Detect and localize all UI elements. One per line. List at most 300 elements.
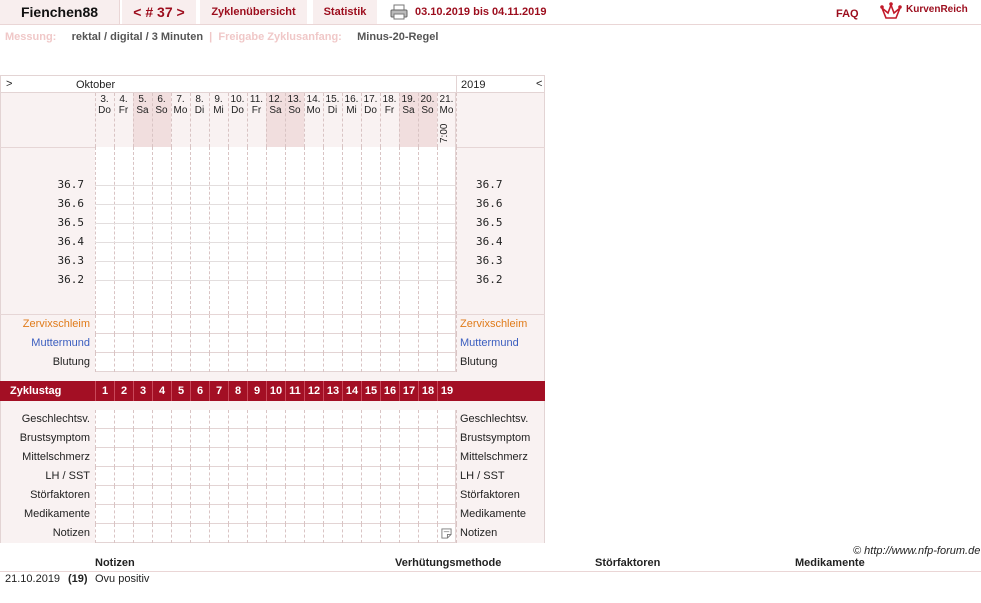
grid-column-line bbox=[285, 486, 286, 505]
weekday-label: Fr bbox=[251, 104, 262, 116]
grid-column-line bbox=[456, 315, 457, 334]
grid-column-line bbox=[418, 334, 419, 353]
day-number: 16. bbox=[344, 94, 359, 105]
temperature-label-left: 36.7 bbox=[57, 178, 84, 191]
grid-column-line bbox=[152, 448, 153, 467]
weekday-label: Di bbox=[327, 104, 338, 116]
grid-column-line bbox=[266, 353, 267, 372]
grid-column-line bbox=[437, 524, 438, 543]
grid-column-line bbox=[285, 93, 286, 147]
grid-column-line bbox=[399, 524, 400, 543]
row-label-left: Brustsymptom bbox=[19, 432, 90, 444]
day-number: 4. bbox=[119, 94, 128, 105]
grid-column-line bbox=[285, 147, 286, 314]
day-header-cell[interactable] bbox=[380, 93, 399, 147]
temperature-gridline bbox=[95, 223, 455, 224]
weekday-label: So bbox=[155, 104, 168, 116]
faq-link[interactable]: FAQ bbox=[836, 8, 859, 20]
grid-column-line bbox=[285, 410, 286, 429]
grid-column-line bbox=[209, 486, 210, 505]
day-number: 7. bbox=[176, 94, 185, 105]
grid-column-line bbox=[266, 486, 267, 505]
copyright[interactable]: © http://www.nfp-forum.de bbox=[853, 545, 981, 557]
grid-column-line bbox=[342, 524, 343, 543]
day-header-cell[interactable] bbox=[285, 93, 304, 147]
observation-cells[interactable] bbox=[95, 429, 455, 448]
weekday-label: Do bbox=[231, 104, 244, 116]
cycle-day-number: 12 bbox=[304, 381, 323, 401]
grid-column-line bbox=[247, 467, 248, 486]
cycle-day-number: 18 bbox=[418, 381, 437, 401]
grid-column-line bbox=[133, 448, 134, 467]
observation-cells[interactable] bbox=[95, 486, 455, 505]
measure-label: Messung: bbox=[5, 31, 57, 43]
observation-row bbox=[0, 448, 545, 467]
grid-column-line bbox=[304, 429, 305, 448]
grid-column-line bbox=[133, 524, 134, 543]
grid-column-line bbox=[152, 429, 153, 448]
grid-column-line bbox=[456, 147, 457, 314]
grid-column-line bbox=[266, 410, 267, 429]
grid-column-line bbox=[152, 486, 153, 505]
day-number: 12. bbox=[268, 94, 283, 105]
row-label-right: Notizen bbox=[460, 527, 498, 539]
col-medication: Medikamente bbox=[795, 557, 865, 569]
grid-column-line bbox=[190, 147, 191, 314]
temperature-label-right: 36.5 bbox=[476, 216, 503, 229]
grid-column-line bbox=[95, 448, 96, 467]
grid-column-line bbox=[399, 315, 400, 334]
row-label-right: Geschlechtsv. bbox=[460, 413, 529, 425]
grid-column-line bbox=[342, 334, 343, 353]
grid-column-line bbox=[380, 467, 381, 486]
weekday-label: So bbox=[421, 104, 434, 116]
day-header-cell[interactable] bbox=[95, 93, 114, 147]
day-header bbox=[95, 93, 455, 147]
weekday-label: Do bbox=[364, 104, 377, 116]
grid-column-line bbox=[171, 315, 172, 334]
grid-column-line bbox=[114, 410, 115, 429]
grid-column-line bbox=[361, 147, 362, 314]
grid-column-line bbox=[418, 448, 419, 467]
grid-column-line bbox=[342, 448, 343, 467]
cycle-day-number: 1 bbox=[95, 381, 114, 401]
day-number: 3. bbox=[100, 94, 109, 105]
observation-cells[interactable] bbox=[95, 334, 455, 353]
col-method: Verhütungsmethode bbox=[395, 557, 502, 569]
grid-column-line bbox=[209, 410, 210, 429]
grid-column-line bbox=[114, 353, 115, 372]
grid-column-line bbox=[399, 505, 400, 524]
day-number: 13. bbox=[287, 94, 302, 105]
grid-column-line bbox=[304, 524, 305, 543]
grid-column-line bbox=[95, 467, 96, 486]
grid-column-line bbox=[304, 93, 305, 147]
grid-column-line bbox=[152, 524, 153, 543]
observation-cells[interactable] bbox=[95, 524, 455, 543]
grid-column-line bbox=[456, 334, 457, 353]
grid-column-line bbox=[152, 93, 153, 147]
grid-column-line bbox=[247, 410, 248, 429]
grid-column-line bbox=[456, 93, 457, 147]
day-header-cell[interactable] bbox=[209, 93, 228, 147]
note-text: Ovu positiv bbox=[95, 573, 150, 585]
grid-column-line bbox=[437, 147, 438, 314]
observation-cells[interactable] bbox=[95, 315, 455, 334]
weekday-label: Do bbox=[98, 104, 111, 116]
grid-column-line bbox=[323, 410, 324, 429]
grid-column-line bbox=[190, 524, 191, 543]
grid-column-line bbox=[247, 334, 248, 353]
measure-value: rektal / digital / 3 Minuten bbox=[71, 31, 204, 43]
day-header-cell[interactable] bbox=[266, 93, 285, 147]
cycle-day-number: 15 bbox=[361, 381, 380, 401]
grid-column-line bbox=[228, 505, 229, 524]
grid-column-line bbox=[171, 486, 172, 505]
grid-column-line bbox=[399, 448, 400, 467]
grid-column-line bbox=[418, 467, 419, 486]
grid-column-line bbox=[418, 486, 419, 505]
day-header-cell[interactable] bbox=[171, 93, 190, 147]
day-number: 6. bbox=[157, 94, 166, 105]
temperature-label-right: 36.4 bbox=[476, 235, 503, 248]
month-label: Oktober bbox=[76, 79, 116, 91]
day-header-cell[interactable] bbox=[437, 93, 456, 147]
day-header-cell[interactable] bbox=[361, 93, 380, 147]
grid-column-line bbox=[399, 353, 400, 372]
temperature-label-left: 36.3 bbox=[57, 254, 84, 267]
grid-column-line bbox=[228, 147, 229, 314]
row-label-left: Notizen bbox=[52, 527, 90, 539]
grid-column-line bbox=[171, 505, 172, 524]
release-label: Freigabe Zyklusanfang: bbox=[218, 31, 342, 43]
grid-column-line bbox=[266, 524, 267, 543]
grid-column-line bbox=[456, 448, 457, 467]
grid-column-line bbox=[133, 334, 134, 353]
row-label-left: Störfaktoren bbox=[30, 489, 90, 501]
day-header-cell[interactable] bbox=[228, 93, 247, 147]
grid-column-line bbox=[380, 147, 381, 314]
col-disturbances: Störfaktoren bbox=[595, 557, 661, 569]
grid-column-line bbox=[247, 315, 248, 334]
day-header-cell[interactable] bbox=[304, 93, 323, 147]
row-label-left: Blutung bbox=[52, 356, 90, 368]
grid-column-line bbox=[418, 93, 419, 147]
grid-column-line bbox=[285, 448, 286, 467]
grid-column-line bbox=[266, 334, 267, 353]
day-number: 5. bbox=[138, 94, 147, 105]
grid-column-line bbox=[304, 467, 305, 486]
weekday-label: Mo bbox=[439, 104, 454, 116]
weekday-label: Fr bbox=[118, 104, 129, 116]
grid-column-line bbox=[190, 315, 191, 334]
grid-column-line bbox=[437, 505, 438, 524]
grid-column-line bbox=[133, 93, 134, 147]
grid-column-line bbox=[437, 353, 438, 372]
measure-time: 7:00 bbox=[439, 123, 450, 143]
grid-column-line bbox=[399, 486, 400, 505]
grid-column-line bbox=[418, 505, 419, 524]
temperature-label-right: 36.3 bbox=[476, 254, 503, 267]
brand-name[interactable]: KurvenReich bbox=[906, 4, 968, 15]
temperature-label-right: 36.7 bbox=[476, 178, 503, 191]
temperature-gridline bbox=[95, 204, 455, 205]
grid-column-line bbox=[152, 147, 153, 314]
cycle-nav[interactable]: < # 37 > bbox=[122, 0, 196, 24]
grid-column-line bbox=[228, 467, 229, 486]
day-number: 14. bbox=[306, 94, 321, 105]
cycle-day-number: 2 bbox=[114, 381, 133, 401]
cycle-day-number: 9 bbox=[247, 381, 266, 401]
observation-row bbox=[0, 467, 545, 486]
grid-column-line bbox=[342, 429, 343, 448]
nav-prev-button[interactable]: < bbox=[536, 78, 543, 90]
day-header-cell[interactable] bbox=[418, 93, 437, 147]
grid-column-line bbox=[304, 315, 305, 334]
day-header-cell[interactable] bbox=[114, 93, 133, 147]
grid-column-line bbox=[456, 429, 457, 448]
grid-column-line bbox=[171, 429, 172, 448]
day-number: 18. bbox=[382, 94, 397, 105]
grid-column-line bbox=[247, 353, 248, 372]
grid-column-line bbox=[323, 524, 324, 543]
grid-column-line bbox=[133, 505, 134, 524]
grid-column-line bbox=[95, 486, 96, 505]
weekday-label: Mo bbox=[173, 104, 188, 116]
temperature-label-left: 36.2 bbox=[57, 273, 84, 286]
grid-column-line bbox=[380, 486, 381, 505]
day-header-cell[interactable] bbox=[190, 93, 209, 147]
grid-column-line bbox=[380, 315, 381, 334]
grid-column-line bbox=[209, 93, 210, 147]
cycle-day-number: 11 bbox=[285, 381, 304, 401]
grid-column-line bbox=[285, 505, 286, 524]
grid-column-line bbox=[190, 334, 191, 353]
grid-column-line bbox=[247, 448, 248, 467]
grid-column-line bbox=[114, 334, 115, 353]
day-header-cell[interactable] bbox=[152, 93, 171, 147]
grid-column-line bbox=[437, 429, 438, 448]
grid-column-line bbox=[209, 524, 210, 543]
row-label-left: Geschlechtsv. bbox=[21, 413, 90, 425]
grid-column-line bbox=[456, 505, 457, 524]
grid-column-line bbox=[399, 429, 400, 448]
grid-column-line bbox=[304, 486, 305, 505]
grid-column-line bbox=[304, 353, 305, 372]
row-label-right: Mittelschmerz bbox=[460, 451, 528, 463]
grid-column-line bbox=[209, 147, 210, 314]
grid-column-line bbox=[323, 486, 324, 505]
observation-row bbox=[0, 334, 545, 353]
grid-column-line bbox=[285, 467, 286, 486]
cycle-day-number: 5 bbox=[171, 381, 190, 401]
row-label-right: Blutung bbox=[460, 356, 498, 368]
grid-column-line bbox=[247, 505, 248, 524]
grid-column-line bbox=[323, 429, 324, 448]
observation-row bbox=[0, 315, 545, 334]
grid-column-line bbox=[399, 410, 400, 429]
grid-column-line bbox=[399, 334, 400, 353]
observation-cells[interactable] bbox=[95, 467, 455, 486]
day-header-cell[interactable] bbox=[247, 93, 266, 147]
grid-column-line bbox=[418, 429, 419, 448]
grid-column-line bbox=[209, 353, 210, 372]
grid-column-line bbox=[361, 410, 362, 429]
row-label-right: LH / SST bbox=[460, 470, 505, 482]
grid-column-line bbox=[399, 467, 400, 486]
temperature-gridline bbox=[95, 280, 455, 281]
row-label-right: Zervixschleim bbox=[460, 318, 528, 330]
grid-column-line bbox=[418, 524, 419, 543]
grid-column-line bbox=[114, 93, 115, 147]
grid-column-line bbox=[380, 524, 381, 543]
cycle-day-label: Zyklustag bbox=[10, 385, 62, 397]
header-divider bbox=[0, 24, 981, 25]
grid-column-line bbox=[361, 505, 362, 524]
grid-column-line bbox=[418, 353, 419, 372]
grid-column-line bbox=[190, 448, 191, 467]
grid-column-line bbox=[361, 448, 362, 467]
grid-column-line bbox=[342, 353, 343, 372]
observation-row bbox=[0, 505, 545, 524]
grid-column-line bbox=[285, 353, 286, 372]
row-label-left: Mittelschmerz bbox=[22, 451, 90, 463]
grid-column-line bbox=[418, 147, 419, 314]
row-label-right: Brustsymptom bbox=[460, 432, 531, 444]
day-number: 11. bbox=[249, 94, 264, 105]
grid-column-line bbox=[95, 315, 96, 334]
observation-row bbox=[0, 524, 545, 543]
grid-column-line bbox=[247, 147, 248, 314]
printer-icon[interactable] bbox=[390, 4, 408, 20]
note-cycle-day: (19) bbox=[68, 573, 88, 585]
grid-column-line bbox=[190, 410, 191, 429]
observation-row bbox=[0, 486, 545, 505]
grid-column-line bbox=[342, 147, 343, 314]
grid-column-line bbox=[323, 334, 324, 353]
grid-column-line bbox=[456, 524, 457, 543]
grid-column-line bbox=[456, 353, 457, 372]
grid-column-line bbox=[114, 486, 115, 505]
temperature-label-left: 36.6 bbox=[57, 197, 84, 210]
grid-column-line bbox=[304, 334, 305, 353]
grid-column-line bbox=[323, 315, 324, 334]
grid-column-line bbox=[304, 505, 305, 524]
temperature-grid[interactable] bbox=[95, 147, 455, 314]
observation-cells[interactable] bbox=[95, 353, 455, 372]
grid-column-line bbox=[437, 486, 438, 505]
grid-column-line bbox=[228, 429, 229, 448]
grid-column-line bbox=[228, 93, 229, 147]
row-label-left: Medikamente bbox=[23, 508, 90, 520]
grid-column-line bbox=[152, 467, 153, 486]
grid-column-line bbox=[266, 467, 267, 486]
grid-column-line bbox=[304, 410, 305, 429]
grid-column-line bbox=[133, 429, 134, 448]
grid-column-line bbox=[247, 524, 248, 543]
grid-column-line bbox=[456, 486, 457, 505]
grid-column-line bbox=[95, 93, 96, 147]
day-header-cell[interactable] bbox=[342, 93, 361, 147]
row-label-left: Zervixschleim bbox=[22, 318, 90, 330]
grid-column-line bbox=[133, 315, 134, 334]
day-number: 8. bbox=[195, 94, 204, 105]
observation-cells[interactable] bbox=[95, 505, 455, 524]
day-header-cell[interactable] bbox=[399, 93, 418, 147]
grid-column-line bbox=[380, 429, 381, 448]
grid-column-line bbox=[114, 147, 115, 314]
tab-statistics[interactable]: Statistik bbox=[313, 0, 377, 24]
observation-cells[interactable] bbox=[95, 448, 455, 467]
grid-column-line bbox=[209, 429, 210, 448]
cycle-day-number: 8 bbox=[228, 381, 247, 401]
observation-row bbox=[0, 353, 545, 372]
grid-column-line bbox=[323, 147, 324, 314]
grid-column-line bbox=[285, 334, 286, 353]
note-icon[interactable] bbox=[441, 528, 452, 539]
grid-column-line bbox=[228, 315, 229, 334]
cycle-day-number: 10 bbox=[266, 381, 285, 401]
grid-column-line bbox=[95, 505, 96, 524]
grid-column-line bbox=[171, 353, 172, 372]
grid-column-line bbox=[380, 353, 381, 372]
grid-column-line bbox=[209, 315, 210, 334]
day-header-cell[interactable] bbox=[133, 93, 152, 147]
grid-column-line bbox=[190, 353, 191, 372]
grid-column-line bbox=[323, 353, 324, 372]
crown-logo-icon[interactable] bbox=[880, 2, 902, 22]
grid-column-line bbox=[361, 467, 362, 486]
weekday-label: Sa bbox=[402, 104, 415, 116]
grid-column-line bbox=[190, 429, 191, 448]
temperature-gridline bbox=[95, 242, 455, 243]
temperature-label-right: 36.2 bbox=[476, 273, 503, 286]
temperature-label-left: 36.4 bbox=[57, 235, 84, 248]
grid-column-line bbox=[285, 524, 286, 543]
grid-column-line bbox=[114, 524, 115, 543]
day-number: 15. bbox=[325, 94, 340, 105]
observation-cells[interactable] bbox=[95, 410, 455, 429]
day-number: 21. bbox=[439, 94, 454, 105]
grid-column-line bbox=[437, 315, 438, 334]
grid-column-line bbox=[380, 410, 381, 429]
grid-column-line bbox=[323, 467, 324, 486]
tab-cycle-overview[interactable]: Zyklenübersicht bbox=[200, 0, 307, 24]
grid-column-line bbox=[190, 467, 191, 486]
day-number: 9. bbox=[214, 94, 223, 105]
grid-column-line bbox=[399, 147, 400, 314]
grid-column-line bbox=[323, 93, 324, 147]
grid-column-line bbox=[361, 315, 362, 334]
grid-column-line bbox=[361, 93, 362, 147]
grid-column-line bbox=[266, 448, 267, 467]
grid-column-line bbox=[228, 353, 229, 372]
measurement-info: Messung: rektal / digital / 3 Minuten | Freigabe Zyklusanfang: Minus-20-Regel bbox=[5, 31, 439, 43]
cycle-day-number: 16 bbox=[380, 381, 399, 401]
grid-column-line bbox=[152, 505, 153, 524]
observation-row bbox=[0, 429, 545, 448]
grid-column-line bbox=[114, 505, 115, 524]
grid-column-line bbox=[323, 448, 324, 467]
row-label-left: Muttermund bbox=[31, 337, 90, 349]
row-label-right: Störfaktoren bbox=[460, 489, 520, 501]
day-number: 20. bbox=[420, 94, 435, 105]
grid-column-line bbox=[342, 505, 343, 524]
day-header-cell[interactable] bbox=[323, 93, 342, 147]
nav-next-button[interactable]: > bbox=[6, 78, 13, 90]
grid-column-line bbox=[152, 410, 153, 429]
grid-column-line bbox=[285, 429, 286, 448]
